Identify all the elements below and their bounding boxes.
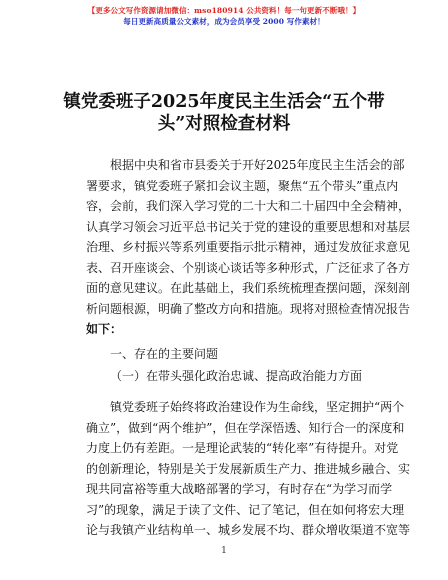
promo-banner-line-1: 【更多公文写作资源请加微信：mso180914 公共资料！每一句更新不断哦！】 [87, 6, 361, 15]
promo-banner-line-2: 每日更新高质量公文素材，成为会员享受 2000 写作素材！ [123, 17, 325, 26]
subsection-heading: （一）在带头强化政治忠诚、提高政治能力方面 [110, 369, 363, 383]
intro-line: 容，会前，我们深入学习党的二十大和二十届四中全会精神， [86, 199, 411, 213]
body-line: 现共同富裕等重大战略部署的学习，有时存在“为学习而学 [86, 482, 393, 496]
body-line: 镇党委班子始终将政治建设作为生命线，坚定拥护“两个 [110, 400, 405, 414]
intro-line: 析问题根源，明确了整改方向和措施。现将对照检查情况报告 [86, 301, 411, 316]
body-line: 习”的现象，满足于读了文件、记了笔记，但在如何将宏大理 [86, 502, 405, 517]
intro-line: 如下： [86, 322, 123, 336]
section-heading: 一、存在的主要问题 [110, 347, 219, 361]
body-paragraph [86, 397, 411, 541]
body-line: 力度上仍有差距。一是理论武装的“转化率”有待提升。对党 [86, 441, 399, 455]
intro-line: 署要求，镇党委班子紧扣会议主题，聚焦“五个带头”重点内 [86, 178, 399, 193]
body-line: 的创新理论，特别是关于发展新质生产力、推进城乡融合、实 [86, 461, 411, 476]
intro-paragraph [86, 155, 411, 340]
document-title-line-1: 镇党委班子2025年度民主生活会“五个带 [63, 92, 385, 112]
intro-line: 表、召开座谈会、个别谈心谈话等多种形式，广泛征求了各方 [86, 260, 411, 275]
document-title-line-2: 头”对照检查材料 [157, 114, 291, 134]
intro-line: 认真学习领会习近平总书记关于党的建设的重要思想和对基层 [86, 219, 411, 234]
body-line: 论与我镇产业结构单一、城乡发展不均、群众增收渠道不宽等 [86, 523, 411, 537]
intro-line: 面的意见建议。在此基础上，我们系统梳理查摆问题，深刻剖 [86, 281, 411, 295]
intro-line: 治理、乡村振兴等系列重要指示批示精神，通过发放征求意见 [86, 240, 411, 254]
body-line: 确立”，做到“两个维护”，但在学深悟透、知行合一的深度和 [86, 420, 405, 435]
page-number: 1 [221, 546, 227, 556]
intro-line: 根据中央和省市县委关于开好2025年度民主生活会的部 [110, 158, 405, 172]
